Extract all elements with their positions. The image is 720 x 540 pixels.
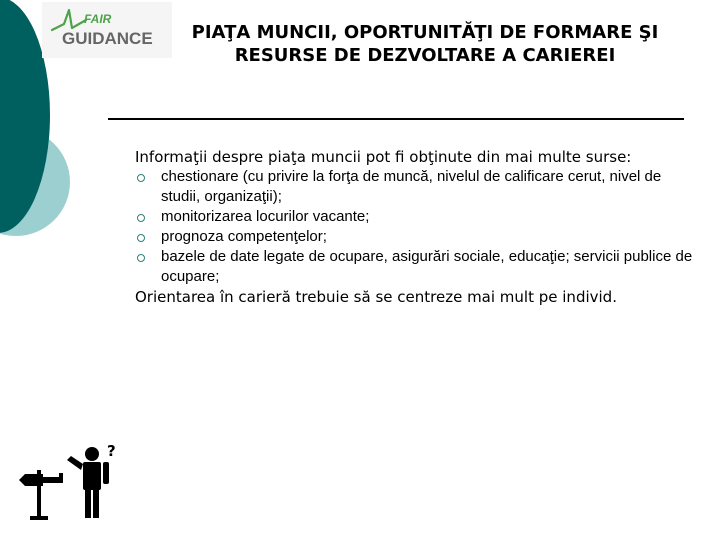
closing-paragraph: Orientarea în carieră trebuie să se centreze mai mult pe individ. <box>135 288 617 306</box>
list-item <box>135 207 695 227</box>
bullet-ring-icon <box>137 174 145 182</box>
list-item <box>135 167 695 207</box>
source-list <box>135 167 695 287</box>
fair-guidance-logo <box>42 2 172 58</box>
list-item-text: bazele de date legate de ocupare, asigurări sociale, educaţie; servicii publice de ocupare; <box>161 248 693 285</box>
logo-guidance-text: GUIDANCE <box>62 29 153 48</box>
question-mark: ? <box>107 442 116 460</box>
bullet-ring-icon <box>137 214 145 222</box>
thinking-person-icon <box>67 447 109 518</box>
logo-swoosh <box>52 10 86 30</box>
title-divider <box>108 118 684 120</box>
slide-body <box>135 147 695 307</box>
list-item <box>135 247 695 287</box>
person-at-signpost-illustration <box>15 440 125 525</box>
list-item <box>135 227 695 247</box>
list-item-text: prognoza competenţelor; <box>161 228 327 245</box>
signpost-icon <box>19 470 63 520</box>
slide-title: PIAŢA MUNCII, OPORTUNITĂŢI DE FORMARE ŞI RESURSE DE DEZVOLTARE A CARIEREI <box>191 22 659 66</box>
bullet-ring-icon <box>137 254 145 262</box>
list-item-text: chestionare (cu privire la forţa de muncă, nivelul de calificare cerut, nivel de studii, organizaţii); <box>161 168 662 205</box>
intro-paragraph: Informaţii despre piaţa muncii pot fi obţinute din mai multe surse: <box>135 148 632 166</box>
logo-fair-text: FAIR <box>84 12 112 26</box>
bullet-ring-icon <box>137 234 145 242</box>
list-item-text: monitorizarea locurilor vacante; <box>161 208 370 225</box>
